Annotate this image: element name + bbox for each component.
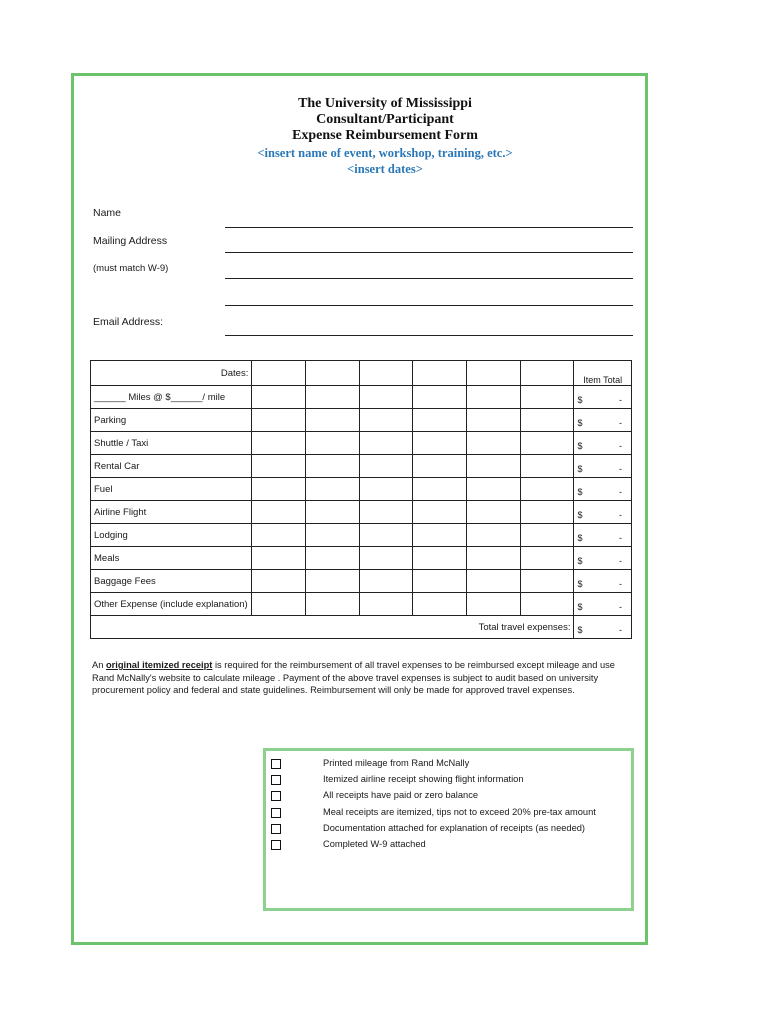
currency-symbol: $ — [577, 602, 583, 612]
amount-cell[interactable] — [467, 593, 521, 616]
amount-cell[interactable] — [252, 524, 306, 547]
amount-cell[interactable] — [252, 547, 306, 570]
amount-cell[interactable] — [467, 501, 521, 524]
item-total-value: - — [619, 533, 622, 543]
expense-row — [91, 524, 632, 547]
item-total-value: - — [619, 441, 622, 451]
amount-cell[interactable] — [306, 432, 360, 455]
item-total-cell[interactable] — [574, 524, 632, 547]
expense-label: Meals — [91, 547, 252, 570]
date-cell[interactable] — [306, 361, 360, 386]
currency-symbol: $ — [577, 533, 583, 543]
amount-cell[interactable] — [306, 501, 360, 524]
dates-label: Dates: — [91, 361, 252, 386]
item-total-cell[interactable] — [574, 570, 632, 593]
date-cell[interactable] — [252, 361, 306, 386]
item-total-value: - — [619, 418, 622, 428]
currency-symbol: $ — [577, 418, 583, 428]
item-total-cell[interactable] — [574, 593, 632, 616]
amount-cell[interactable] — [413, 501, 467, 524]
notice-emphasis: original itemized receipt — [105, 660, 213, 670]
email-label: Email Address: — [93, 316, 164, 328]
checklist-item — [268, 757, 628, 773]
amount-cell[interactable] — [467, 455, 521, 478]
mailing-address-line-1[interactable] — [225, 252, 633, 253]
amount-cell[interactable] — [359, 547, 413, 570]
checkbox[interactable] — [271, 824, 281, 834]
date-cell[interactable] — [467, 361, 521, 386]
amount-cell[interactable] — [359, 478, 413, 501]
item-total-cell[interactable] — [574, 386, 632, 409]
amount-cell[interactable] — [520, 570, 574, 593]
expense-label: Rental Car — [91, 455, 252, 478]
form-title: Expense Reimbursement Form — [292, 128, 478, 143]
amount-cell[interactable] — [359, 524, 413, 547]
event-placeholder: <insert name of event, workshop, training, etc.> — [257, 146, 513, 160]
amount-cell[interactable] — [413, 593, 467, 616]
item-total-value: - — [619, 464, 622, 474]
expense-label: Other Expense (include explanation) — [91, 593, 252, 616]
item-total-value: - — [619, 602, 622, 612]
total-value-cell[interactable] — [574, 616, 632, 639]
expense-label: Shuttle / Taxi — [91, 432, 252, 455]
total-row — [91, 616, 632, 639]
email-field[interactable] — [225, 335, 633, 336]
expense-row — [91, 455, 632, 478]
mailing-address-line-2[interactable] — [225, 278, 633, 279]
checklist-item-label: Meal receipts are itemized, tips not to exceed 20% pre-tax amount — [323, 806, 596, 817]
checkbox[interactable] — [271, 840, 281, 850]
currency-symbol: $ — [577, 395, 583, 405]
expense-table — [90, 360, 632, 639]
checklist-item — [268, 822, 628, 838]
amount-cell[interactable] — [467, 478, 521, 501]
amount-cell[interactable] — [306, 478, 360, 501]
expense-label: Parking — [91, 409, 252, 432]
amount-cell[interactable] — [467, 409, 521, 432]
item-total-value: - — [619, 579, 622, 589]
amount-cell[interactable] — [520, 409, 574, 432]
checklist-item-label: All receipts have paid or zero balance — [323, 790, 479, 801]
amount-cell[interactable] — [252, 386, 306, 409]
checkbox[interactable] — [271, 791, 281, 801]
name-label: Name — [93, 207, 122, 219]
amount-cell[interactable] — [520, 386, 574, 409]
item-total-cell[interactable] — [574, 501, 632, 524]
currency-symbol: $ — [577, 556, 583, 566]
item-total-cell[interactable] — [574, 455, 632, 478]
amount-cell[interactable] — [252, 455, 306, 478]
amount-cell[interactable] — [306, 547, 360, 570]
item-total-value: - — [619, 395, 622, 405]
item-total-cell[interactable] — [574, 478, 632, 501]
checklist-item-label: Itemized airline receipt showing flight information — [323, 774, 524, 785]
amount-cell[interactable] — [306, 409, 360, 432]
checkbox[interactable] — [271, 808, 281, 818]
checklist-item-label: Documentation attached for explanation of receipts (as needed) — [323, 822, 586, 833]
date-cell[interactable] — [520, 361, 574, 386]
dates-placeholder: <insert dates> — [347, 162, 423, 176]
receipt-notice — [92, 659, 637, 697]
amount-cell[interactable] — [520, 524, 574, 547]
amount-cell[interactable] — [467, 570, 521, 593]
amount-cell[interactable] — [359, 455, 413, 478]
name-field[interactable] — [225, 227, 633, 228]
expense-row — [91, 570, 632, 593]
amount-cell[interactable] — [252, 409, 306, 432]
expense-label: ______ Miles @ $______/ mile — [91, 386, 252, 409]
currency-symbol: $ — [577, 625, 583, 635]
amount-cell[interactable] — [359, 501, 413, 524]
amount-cell[interactable] — [359, 432, 413, 455]
item-total-cell[interactable] — [574, 432, 632, 455]
expense-row — [91, 501, 632, 524]
currency-symbol: $ — [577, 441, 583, 451]
total-value: - — [619, 625, 622, 635]
item-total-cell[interactable] — [574, 409, 632, 432]
consultant-title: Consultant/Participant — [316, 112, 454, 127]
amount-cell[interactable] — [413, 547, 467, 570]
amount-cell[interactable] — [306, 593, 360, 616]
university-title: The University of Mississippi — [298, 96, 472, 111]
item-total-value: - — [619, 510, 622, 520]
amount-cell[interactable] — [413, 570, 467, 593]
item-total-value: - — [619, 556, 622, 566]
amount-cell[interactable] — [413, 386, 467, 409]
amount-cell[interactable] — [252, 432, 306, 455]
amount-cell[interactable] — [413, 478, 467, 501]
amount-cell[interactable] — [252, 570, 306, 593]
amount-cell[interactable] — [520, 593, 574, 616]
expense-row — [91, 478, 632, 501]
amount-cell[interactable] — [467, 432, 521, 455]
expense-label: Lodging — [91, 524, 252, 547]
amount-cell[interactable] — [467, 386, 521, 409]
checklist-item-label: Printed mileage from Rand McNally — [323, 758, 470, 768]
total-label: Total travel expenses: — [91, 616, 574, 639]
amount-cell[interactable] — [306, 386, 360, 409]
amount-cell[interactable] — [359, 409, 413, 432]
amount-cell[interactable] — [359, 570, 413, 593]
amount-cell[interactable] — [306, 455, 360, 478]
item-total-cell[interactable] — [574, 547, 632, 570]
checkbox[interactable] — [271, 775, 281, 785]
checklist-item — [268, 789, 628, 805]
amount-cell[interactable] — [520, 501, 574, 524]
checklist-item — [268, 806, 628, 822]
date-cell[interactable] — [359, 361, 413, 386]
expense-row — [91, 432, 632, 455]
amount-cell[interactable] — [520, 432, 574, 455]
expense-row — [91, 386, 632, 409]
notice-pre: An — [92, 660, 106, 670]
amount-cell[interactable] — [413, 432, 467, 455]
expense-row — [91, 547, 632, 570]
amount-cell[interactable] — [467, 524, 521, 547]
checklist-item — [268, 773, 628, 789]
amount-cell[interactable] — [520, 455, 574, 478]
amount-cell[interactable] — [252, 478, 306, 501]
expense-row — [91, 593, 632, 616]
currency-symbol: $ — [577, 487, 583, 497]
expense-label: Baggage Fees — [91, 570, 252, 593]
amount-cell[interactable] — [413, 524, 467, 547]
amount-cell[interactable] — [306, 570, 360, 593]
currency-symbol: $ — [577, 510, 583, 520]
checklist-item — [268, 838, 628, 854]
mailing-address-line-3[interactable] — [225, 305, 633, 306]
amount-cell[interactable] — [359, 593, 413, 616]
item-total-header: Item Total — [574, 361, 632, 386]
expense-label: Fuel — [91, 478, 252, 501]
currency-symbol: $ — [577, 464, 583, 474]
checklist-item-label: Completed W-9 attached — [323, 839, 426, 849]
dates-row — [91, 361, 632, 386]
amount-cell[interactable] — [520, 547, 574, 570]
currency-symbol: $ — [577, 579, 583, 589]
amount-cell[interactable] — [252, 501, 306, 524]
amount-cell[interactable] — [413, 455, 467, 478]
amount-cell[interactable] — [306, 524, 360, 547]
amount-cell[interactable] — [520, 478, 574, 501]
expense-row — [91, 409, 632, 432]
date-cell[interactable] — [413, 361, 467, 386]
item-total-value: - — [619, 487, 622, 497]
amount-cell[interactable] — [252, 593, 306, 616]
must-match-note: (must match W-9) — [93, 263, 169, 274]
notice-body: is required for the reimbursement of all travel expenses to be reimbursed except mileage and use Rand McNally's website to calculate mileage . Payment of the above travel expenses is subject to audit based on university procurement policy and federal and state guidelines. Reimbursement will only be made for approved travel expenses. — [92, 660, 615, 696]
checkbox[interactable] — [271, 759, 281, 769]
amount-cell[interactable] — [467, 547, 521, 570]
amount-cell[interactable] — [413, 409, 467, 432]
amount-cell[interactable] — [359, 386, 413, 409]
mailing-address-label: Mailing Address — [93, 235, 168, 247]
expense-label: Airline Flight — [91, 501, 252, 524]
